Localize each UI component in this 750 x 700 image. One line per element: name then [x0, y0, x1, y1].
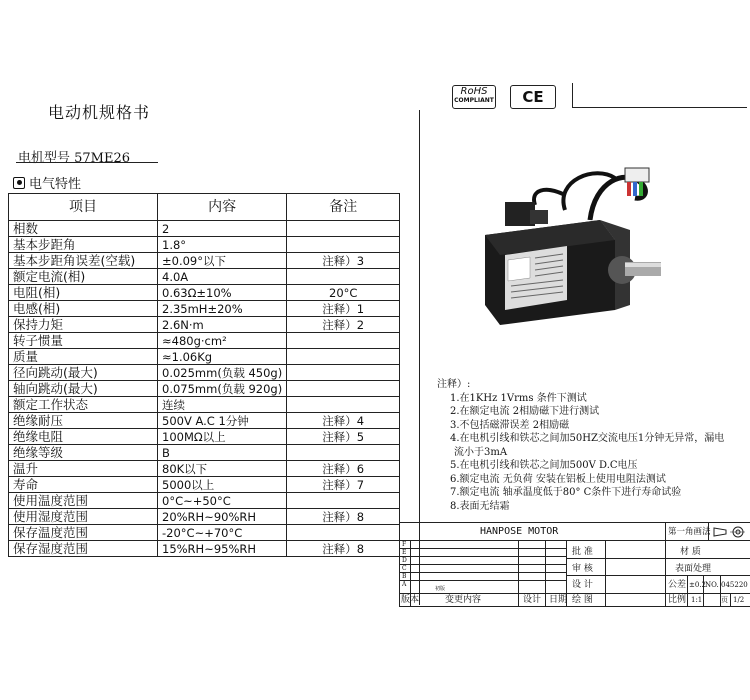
revision-letter: A — [402, 581, 407, 588]
table-row — [9, 221, 400, 237]
ce-badge: CE — [510, 85, 556, 109]
spec-note: 注释）8 — [287, 541, 400, 557]
bullet-icon — [13, 177, 25, 189]
note-item: 3.不包括磁滞误差 2相励磁 — [450, 419, 570, 431]
table-row — [9, 333, 400, 349]
note-item: 6.额定电流 无负荷 安装在铝板上使用电阻法测试 — [450, 473, 666, 485]
spec-item: 寿命 — [9, 477, 158, 493]
role-draw: 绘 图 — [572, 595, 593, 605]
role-design: 设 计 — [572, 580, 593, 590]
notes-list — [437, 392, 737, 514]
spec-content: 0.025mm(负载 450g) — [158, 365, 287, 381]
table-row — [9, 493, 400, 509]
table-row — [9, 525, 400, 541]
spec-item: 保存温度范围 — [9, 525, 158, 541]
table-row — [9, 285, 400, 301]
rohs-text: RoHS — [460, 86, 488, 97]
spec-content: ≈480g·cm² — [158, 333, 287, 349]
spec-content: 500V A.C 1分钟 — [158, 413, 287, 429]
spec-item: 质量 — [9, 349, 158, 365]
table-row — [9, 509, 400, 525]
table-row — [9, 317, 400, 333]
no-label: NO. — [705, 581, 719, 589]
spec-item: 保持力矩 — [9, 317, 158, 333]
spec-table-header — [9, 194, 400, 221]
table-row — [9, 429, 400, 445]
spec-content: ±0.09°以下 — [158, 253, 287, 269]
spec-item: 保存湿度范围 — [9, 541, 158, 557]
spec-content: 0.075mm(负载 920g) — [158, 381, 287, 397]
spec-table — [8, 193, 400, 557]
motor-model: 电机型号 57ME26 — [18, 151, 131, 166]
spec-note: 注释）7 — [287, 477, 400, 493]
label-material: 材 质 — [680, 547, 701, 557]
table-row — [9, 365, 400, 381]
spec-item: 基本步距角误差(空载) — [9, 253, 158, 269]
spec-item: 转子惯量 — [9, 333, 158, 349]
table-row — [9, 253, 400, 269]
spec-item: 相数 — [9, 221, 158, 237]
table-row — [9, 237, 400, 253]
spec-content: 4.0A — [158, 269, 287, 285]
spec-content: ≈1.06Kg — [158, 349, 287, 365]
title-block — [399, 522, 750, 607]
spec-note: 注释）4 — [287, 413, 400, 429]
spec-note: 注释）8 — [287, 509, 400, 525]
spec-note — [287, 493, 400, 509]
header-content: 内容 — [158, 194, 287, 221]
footer-date: 日期 — [549, 595, 568, 605]
table-row — [9, 413, 400, 429]
spec-note — [287, 445, 400, 461]
tolerance-value: ±0.2 — [689, 581, 706, 589]
role-approve: 批 准 — [572, 547, 593, 557]
page-label: 页 — [721, 596, 728, 604]
spec-content: 5000以上 — [158, 477, 287, 493]
notes-heading: 注释）: — [437, 379, 471, 390]
projection-symbol-icon — [712, 525, 746, 539]
projection-label: 第一角画法 — [668, 527, 711, 537]
spec-content: 0.63Ω±10% — [158, 285, 287, 301]
header-item: 项目 — [9, 194, 158, 221]
spec-content: 20%RH~90%RH — [158, 509, 287, 525]
spec-content: 100MΩ以上 — [158, 429, 287, 445]
note-item: 8.表面无结霜 — [450, 500, 510, 512]
spec-item: 轴向跳动(最大) — [9, 381, 158, 397]
spec-item: 使用温度范围 — [9, 493, 158, 509]
footer-change: 变更内容 — [445, 595, 482, 605]
rohs-badge — [452, 85, 496, 109]
spec-note: 注释）5 — [287, 429, 400, 445]
spec-item: 径向跳动(最大) — [9, 365, 158, 381]
footer-design: 设计 — [523, 595, 542, 605]
spec-content: 2.35mH±20% — [158, 301, 287, 317]
spec-item: 绝缘电阻 — [9, 429, 158, 445]
document-title: 电动机规格书 — [48, 103, 151, 122]
label-surface: 表面处理 — [675, 564, 712, 574]
page-value: 1/2 — [733, 596, 745, 604]
model-underline — [16, 162, 158, 163]
spec-content: -20°C~+70°C — [158, 525, 287, 541]
spec-item: 额定工作状态 — [9, 397, 158, 413]
label-scale: 比例 — [668, 595, 687, 605]
spec-item: 电感(相) — [9, 301, 158, 317]
note-item: 流小于3mA — [454, 446, 508, 458]
table-row — [9, 397, 400, 413]
spec-content: 80K以下 — [158, 461, 287, 477]
header-divider — [572, 83, 573, 107]
spec-note — [287, 525, 400, 541]
spec-note — [287, 365, 400, 381]
label-tolerance: 公差 — [668, 580, 687, 590]
header-rule — [572, 107, 747, 108]
table-row — [9, 477, 400, 493]
spec-note — [287, 269, 400, 285]
table-row — [9, 349, 400, 365]
spec-item: 额定电流(相) — [9, 269, 158, 285]
spec-content: 2 — [158, 221, 287, 237]
spec-note: 20°C — [287, 285, 400, 301]
company-name: HANPOSE MOTOR — [480, 526, 559, 537]
note-item: 7.额定电流 轴承温度低于80° C条件下进行寿命试验 — [450, 487, 682, 498]
revision-letter: D — [402, 557, 407, 564]
footer-version: 版本 — [401, 595, 420, 605]
spec-content: 1.8° — [158, 237, 287, 253]
table-row — [9, 269, 400, 285]
spec-content: 0°C~+50°C — [158, 493, 287, 509]
spec-item: 电阻(相) — [9, 285, 158, 301]
spec-note: 注释）3 — [287, 253, 400, 269]
note-item: 2.在额定电流 2相励磁下进行测试 — [450, 406, 600, 417]
spec-note: 注释）6 — [287, 461, 400, 477]
spec-content: 15%RH~95%RH — [158, 541, 287, 557]
spec-item: 绝缘耐压 — [9, 413, 158, 429]
spec-item: 基本步距角 — [9, 237, 158, 253]
spec-note: 注释）1 — [287, 301, 400, 317]
spec-item: 温升 — [9, 461, 158, 477]
stepper-motor-image — [475, 160, 670, 335]
scale-value: 1:1 — [691, 596, 703, 604]
spec-content: B — [158, 445, 287, 461]
spec-item: 使用湿度范围 — [9, 509, 158, 525]
note-item: 5.在电机引线和铁芯之间加500V D.C电压 — [450, 460, 638, 471]
spec-note — [287, 349, 400, 365]
section-heading-text: 电气特性 — [29, 177, 82, 192]
note-item: 1.在1KHz 1Vrms 条件下测试 — [450, 392, 587, 404]
table-row — [9, 541, 400, 557]
spec-note — [287, 221, 400, 237]
spec-note — [287, 397, 400, 413]
table-row — [9, 381, 400, 397]
revision-a-text: 初版 — [435, 586, 446, 592]
no-value: 045220 — [721, 581, 748, 589]
table-row — [9, 445, 400, 461]
revision-letter: E — [402, 549, 407, 556]
note-item: 4.在电机引线和铁芯之间加50HZ交流电压1分钟无异常，漏电 — [450, 433, 725, 444]
spec-content: 连续 — [158, 397, 287, 413]
revision-letter: C — [402, 565, 407, 572]
rohs-compliant-text: COMPLIANT — [454, 97, 494, 104]
spec-note — [287, 237, 400, 253]
spec-note — [287, 381, 400, 397]
section-heading — [13, 173, 81, 192]
spec-content: 2.6N·m — [158, 317, 287, 333]
revision-letter: F — [402, 541, 407, 548]
revision-letter: B — [402, 573, 407, 580]
role-review: 审 核 — [572, 564, 593, 574]
header-note: 备注 — [287, 194, 400, 221]
spec-note: 注释）2 — [287, 317, 400, 333]
notes-section — [437, 378, 737, 513]
spec-note — [287, 333, 400, 349]
table-row — [9, 461, 400, 477]
table-row — [9, 301, 400, 317]
spec-item: 绝缘等级 — [9, 445, 158, 461]
